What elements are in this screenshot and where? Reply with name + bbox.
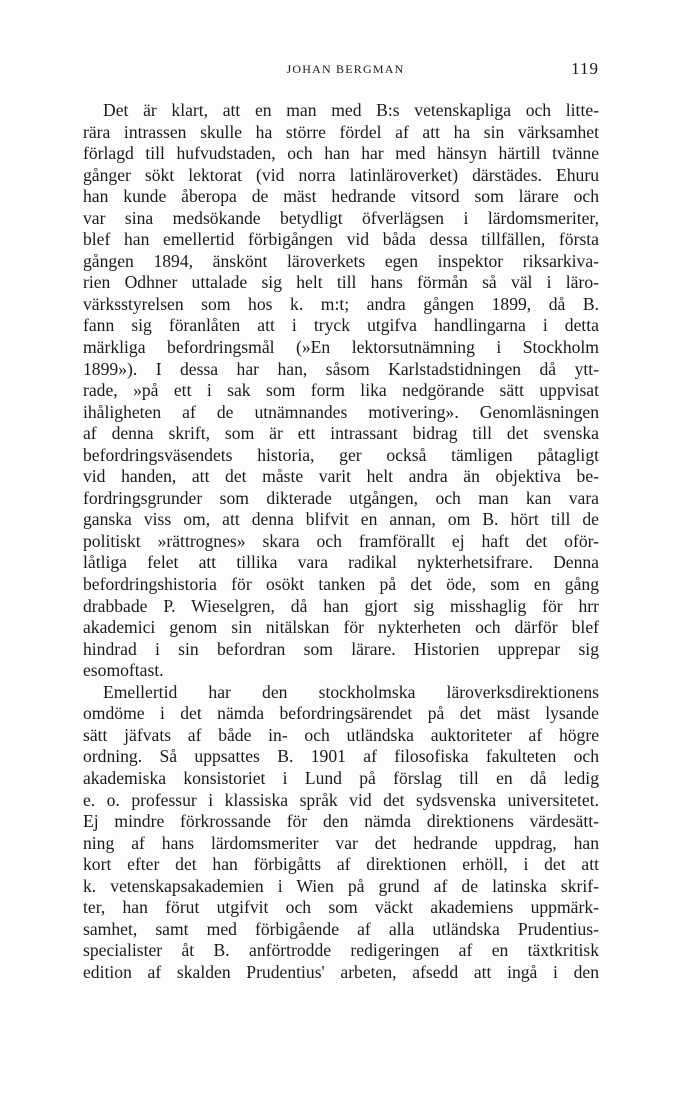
text-line: befordringsväsendets historia, ger också tämligen påtagligt	[83, 444, 599, 465]
text-line: rära intrassen skulle ha större fördel af att ha sin värksamhet	[83, 121, 599, 142]
text-line: e. o. professur i klassiska språk vid det sydsvenska universitetet.	[83, 789, 599, 810]
text-line: ter, han förut utgifvit och som väckt akademiens uppmärk-	[83, 897, 599, 918]
text-line: förlagd till hufvudstaden, och han har med hänsyn härtill tvänne	[83, 143, 599, 164]
text-line: akademiska konsistoriet i Lund på förslag till en då ledig	[83, 767, 599, 788]
text-line: esomoftast.	[83, 660, 164, 681]
text-line: fann sig föranlåten att i tryck utgifva handlingarna i detta	[83, 315, 599, 336]
text-line: märkliga befordringsmål (»En lektorsutnämning i Stockholm	[83, 337, 599, 358]
text-line: vid handen, att det måste varit helt andra än objektiva be-	[83, 466, 599, 487]
text-line: kort efter det han förbigåtts af direktionen erhöll, i det att	[83, 854, 599, 875]
text-line: ihåligheten af de utnämnandes motivering». Genomläsningen	[83, 401, 599, 422]
text-line: samhet, samt med förbigående af alla utländska Prudentius-	[83, 918, 599, 939]
page-number: 119	[571, 59, 599, 78]
text-line: han kunde åberopa de mäst hedrande vitsord som lärare och	[83, 186, 599, 207]
text-line: blef han emellertid förbigången vid båda dessa tillfällen, första	[83, 229, 599, 250]
text-line: omdöme i det nämda befordringsärendet på det mäst lysande	[83, 703, 599, 724]
text-line: akademici genom sin nitälskan för nykterheten och därför blef	[83, 617, 599, 638]
text-line: sätt jäfvats af både in- och utländska auktoriteter af högre	[83, 724, 599, 745]
text-line: specialister åt B. anförtrodde redigeringen af en täxtkritisk	[83, 940, 599, 961]
text-line: edition af skalden Prudentius' arbeten, afsedd att ingå i den	[83, 961, 599, 982]
text-line: Ej mindre förkrossande för den nämda direktionens värdesätt-	[83, 811, 599, 832]
text-line: värksstyrelsen som hos k. m:t; andra gången 1899, då B.	[83, 293, 599, 314]
body-text	[83, 100, 599, 983]
text-line: låtliga felet att tillika vara radikal nykterhetsifrare. Denna	[83, 552, 599, 573]
text-line: gånger sökt lektorat (vid norra latinläroverket) därstädes. Ehuru	[83, 164, 599, 185]
text-line: k. vetenskapsakademien i Wien på grund af de latinska skrif-	[83, 875, 599, 896]
text-line: ning af hans lärdomsmeriter var det hedrande uppdrag, han	[83, 832, 599, 853]
text-line: politiskt »rättrognes» skara och framförallt ej haft det oför-	[83, 530, 599, 551]
text-line: ordning. Så uppsattes B. 1901 af filosofiska fakulteten och	[83, 746, 599, 767]
page-header	[92, 59, 599, 84]
text-line: af denna skrift, som är ett intrassant bidrag till det svenska	[83, 423, 599, 444]
text-line: rien Odhner uttalade sig helt till hans förmån så väl i läro-	[83, 272, 599, 293]
text-line: fordringsgrunder som dikterade utgången, och man kan vara	[83, 487, 599, 508]
text-line: rade, »på ett i sak som form lika nedgörande sätt uppvisat	[83, 380, 599, 401]
running-title: JOHAN BERGMAN	[286, 62, 405, 76]
text-line: 1899»). I dessa har han, såsom Karlstadstidningen då ytt-	[83, 358, 599, 379]
text-line: befordringshistoria för osökt tanken på det öde, som en gång	[83, 574, 599, 595]
text-line: Emellertid har den stockholmska läroverksdirektionens	[103, 681, 599, 702]
text-line: hindrad i sin befordran som lärare. Historien upprepar sig	[83, 638, 599, 659]
text-line: Det är klart, att en man med B:s vetenskapliga och litte-	[103, 100, 599, 120]
text-line: var sina medsökande betydligt öfverlägsen i lärdomsmeriter,	[83, 207, 599, 228]
text-line: drabbade P. Wieselgren, då han gjort sig misshaglig för hrr	[83, 595, 599, 616]
text-line: ganska viss om, att denna blifvit en annan, om B. hört till de	[83, 509, 599, 530]
text-line: gången 1894, änskönt läroverkets egen inspektor riksarkiva-	[83, 250, 599, 271]
